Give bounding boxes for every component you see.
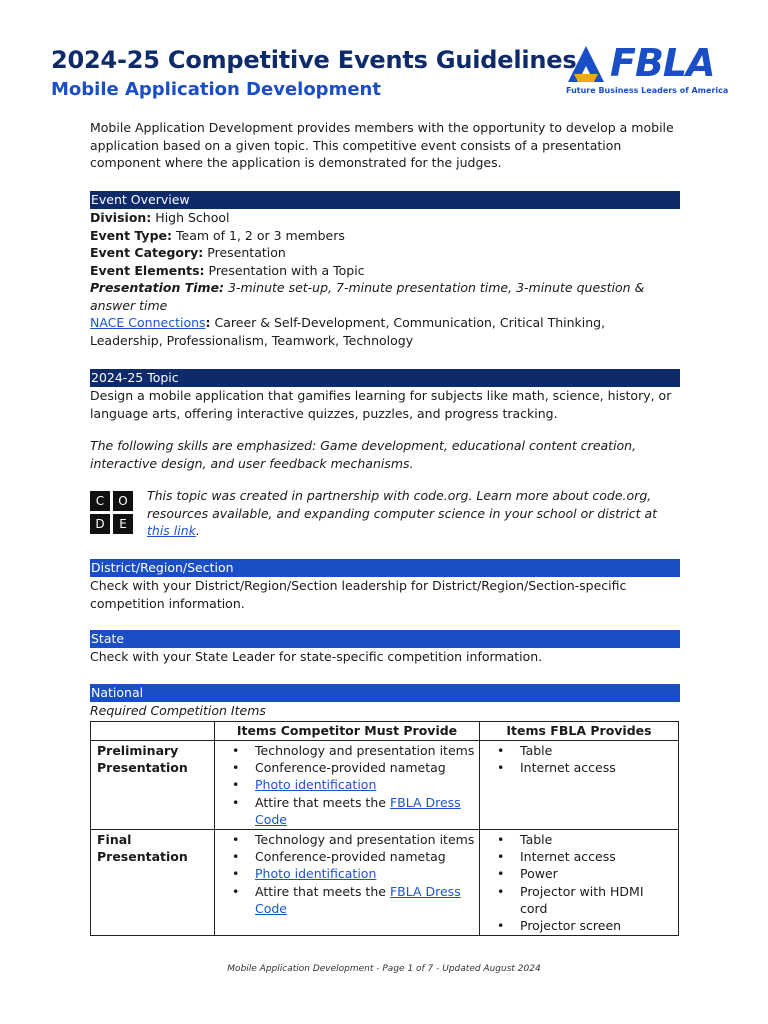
list-item: • Technology and presentation items (215, 742, 475, 759)
presentation-time-value: 3-minute set-up, 7-minute presentation time, 3-minute question & answer time (90, 280, 645, 313)
attire-text: Attire that meets the (255, 794, 390, 810)
dress-code-link[interactable]: FBLA Dress Code (255, 794, 461, 827)
event-type-value: Team of 1, 2 or 3 members (176, 227, 345, 243)
list-item (215, 794, 475, 828)
section-header-topic: 2024-25 Topic (90, 369, 680, 387)
nace-row: NACE Connections: Career & Self-Development, Communication, Critical Thinking, Leadership, Professionalism, Teamwork, Technology (90, 315, 606, 348)
list-item: • Projector with HDMI cord (480, 883, 674, 917)
row-label-final: Final Presentation (91, 830, 215, 936)
event-overview-body (90, 209, 680, 349)
table-header-empty (91, 722, 215, 741)
list-item: • Projector screen (480, 917, 674, 934)
list-item: • Internet access (480, 759, 674, 776)
event-category-value: Presentation (207, 245, 286, 260)
table-header-competitor: Items Competitor Must Provide (215, 722, 480, 741)
section-header-district: District/Region/Section (90, 559, 680, 577)
district-text: Check with your District/Region/Section leadership for District/Region/Section-specific competition information. (90, 578, 627, 611)
event-category-label: Event Category: (90, 245, 204, 260)
fbla-items (480, 830, 679, 936)
division-value: High School (155, 210, 230, 225)
event-category-row (90, 244, 680, 262)
fbla-items (480, 741, 679, 830)
attire-text: Attire that meets the (255, 883, 390, 899)
table-row (91, 741, 679, 830)
list-item: • Technology and presentation items (215, 831, 475, 848)
required-items-caption: Required Competition Items (90, 703, 266, 718)
fbla-arrow-icon (566, 44, 606, 84)
code-org-logo (90, 491, 138, 537)
list-item: • Table (480, 742, 674, 759)
presentation-time-row (90, 279, 680, 314)
list-item: • Conference-provided nametag (215, 759, 475, 776)
section-header-national: National (90, 684, 680, 702)
photo-identification-link[interactable]: Photo identification (255, 866, 377, 882)
list-item: • Internet access (480, 848, 674, 865)
list-item: • Conference-provided nametag (215, 848, 475, 865)
code-letter: D (90, 514, 110, 534)
partner-note (147, 487, 680, 540)
competitor-items (215, 741, 480, 830)
photo-identification-link[interactable]: Photo identification (255, 777, 377, 793)
table-header-fbla: Items FBLA Provides (480, 722, 679, 741)
table-header-row (91, 722, 679, 741)
state-text: Check with your State Leader for state-specific competition information. (90, 649, 543, 664)
section-header-event-overview: Event Overview (90, 191, 680, 209)
event-elements-row (90, 262, 680, 280)
competitor-items (215, 830, 480, 936)
row-label-preliminary: Preliminary Presentation (91, 741, 215, 830)
event-type-label: Event Type: (90, 227, 173, 243)
list-item (215, 883, 475, 917)
division-row (90, 209, 680, 227)
code-letter: E (113, 514, 133, 534)
dress-code-link[interactable]: FBLA Dress Code (255, 883, 461, 916)
this-link[interactable]: this link (147, 523, 196, 538)
required-items-table (90, 721, 679, 936)
intro-paragraph: Mobile Application Development provides members with the opportunity to develop a mobile application based on a given topic. This competitive event consists of a presentation component where the application is demonstrated for the judges. (90, 120, 674, 170)
event-elements-value: Presentation with a Topic (208, 262, 365, 278)
fbla-logo (566, 41, 729, 98)
division-label: Division: (90, 210, 152, 225)
document-title: 2024-25 Competitive Events Guidelines (51, 46, 577, 74)
logo-tagline: Future Business Leaders of America (566, 86, 729, 95)
event-elements-label: Event Elements: (90, 262, 205, 278)
logo-wordmark: FBLA (610, 41, 715, 85)
topic-text: Design a mobile application that gamifies learning for subjects like math, science, history, or language arts, offering interactive quizzes, puzzles, and progress tracking. (90, 388, 672, 421)
code-letter: C (90, 491, 110, 511)
list-item (215, 776, 475, 793)
nace-value: Career & Self-Development, Communication, Critical Thinking, Leadership, Professionalism, Teamwork, Technology (90, 315, 606, 348)
event-type-row (90, 227, 680, 245)
list-item: • Table (480, 831, 674, 848)
nace-connections-link[interactable]: NACE Connections (90, 315, 206, 330)
list-item: • Power (480, 865, 674, 882)
partner-end: . (195, 523, 200, 538)
page-footer: Mobile Application Development - Page 1 of 7 - Updated August 2024 (227, 964, 541, 974)
presentation-time-label: Presentation Time: (90, 280, 225, 295)
list-item (215, 865, 475, 882)
event-name: Mobile Application Development (51, 79, 381, 100)
skills-text: The following skills are emphasized: Game development, educational content creation, interactive design, and user feedback mechanisms. (90, 438, 637, 471)
section-header-state: State (90, 630, 680, 648)
code-letter: O (113, 491, 133, 511)
table-row (91, 830, 679, 936)
partner-text: This topic was created in partnership with code.org. Learn more about code.org, resources available, and expanding computer science in your school or district at (147, 488, 658, 521)
